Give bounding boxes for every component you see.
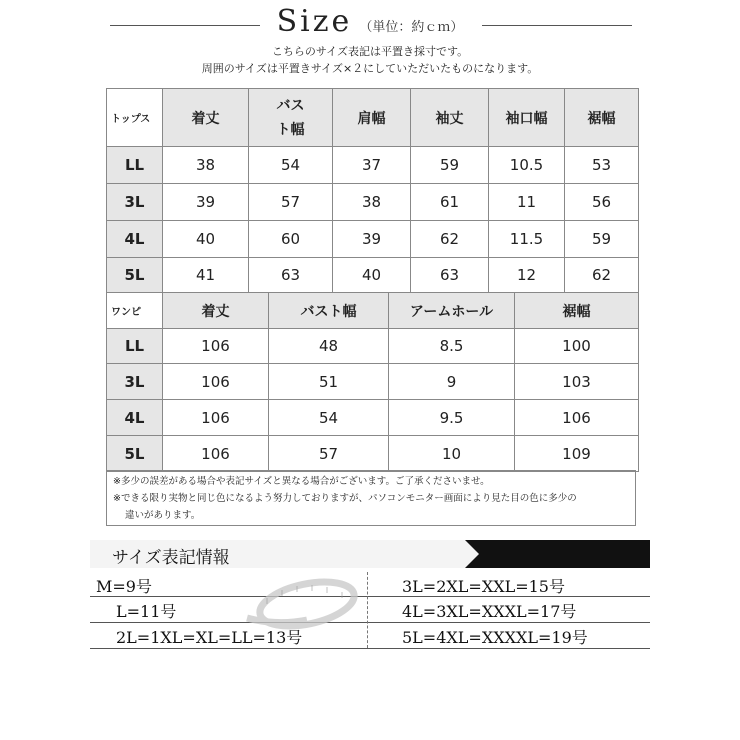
info-row-line — [90, 648, 650, 649]
onepiece-cell: 109 — [515, 436, 639, 472]
tops-row — [107, 184, 639, 221]
tops-cell: 59 — [565, 221, 639, 258]
info-title: サイズ表記情報 — [112, 548, 230, 568]
onepiece-col-header: アームホール — [389, 293, 515, 329]
onepiece-cell: 8.5 — [389, 329, 515, 364]
onepiece-cell: 106 — [515, 400, 639, 436]
tops-cell: 60 — [249, 221, 333, 258]
footnote-box — [106, 470, 636, 526]
onepiece-cell: 106 — [163, 436, 269, 472]
tops-cell: 63 — [249, 258, 333, 293]
footnote-color: ※できる限り実物と同じ色になるよう努力しておりますが、パソコンモニター画面により見た目の色に多少の — [113, 493, 577, 504]
size-equivalence: L=11号 — [116, 602, 177, 621]
onepiece-size-table — [106, 292, 639, 472]
tops-col-header-text: バスト幅 — [276, 97, 305, 138]
tops-cell: 54 — [249, 147, 333, 184]
size-label: 5L — [107, 258, 163, 293]
size-equivalence: 4L=3XL=XXXL=17号 — [402, 602, 577, 621]
size-equivalence: 3L=2XL=XXL=15号 — [402, 577, 565, 596]
tops-cell: 40 — [333, 258, 411, 293]
onepiece-cell: 51 — [269, 364, 389, 400]
page-title: Size — [276, 4, 353, 39]
info-divider — [367, 572, 368, 648]
tops-col-header: 袖口幅 — [489, 89, 565, 147]
tops-row — [107, 258, 639, 293]
size-label: 4L — [107, 221, 163, 258]
size-label: 3L — [107, 184, 163, 221]
info-header-arrow — [465, 540, 479, 568]
tops-cell: 57 — [249, 184, 333, 221]
tops-cell: 11 — [489, 184, 565, 221]
info-row-line — [90, 622, 650, 623]
size-label: 3L — [107, 364, 163, 400]
tops-cell: 62 — [411, 221, 489, 258]
size-label: LL — [107, 329, 163, 364]
onepiece-col-header: 着丈 — [163, 293, 269, 329]
tops-cell: 12 — [489, 258, 565, 293]
tops-header-row — [107, 89, 639, 147]
tops-cell: 38 — [333, 184, 411, 221]
tops-cell: 63 — [411, 258, 489, 293]
tops-label: トップス — [107, 89, 163, 147]
size-equivalence: M=9号 — [96, 577, 152, 596]
onepiece-cell: 9 — [389, 364, 515, 400]
info-row-line — [90, 596, 650, 597]
tops-col-header: 肩幅 — [333, 89, 411, 147]
tops-cell: 39 — [163, 184, 249, 221]
onepiece-col-header: バスト幅 — [269, 293, 389, 329]
tops-cell: 37 — [333, 147, 411, 184]
tops-col-header: 袖丈 — [411, 89, 489, 147]
measurement-note: こちらのサイズ表記は平置き採寸です。 — [271, 45, 469, 58]
onepiece-row — [107, 364, 639, 400]
size-notation-info — [90, 540, 650, 650]
tops-col-header: 着丈 — [163, 89, 249, 147]
tops-col-header — [249, 89, 333, 147]
onepiece-cell: 106 — [163, 364, 269, 400]
circumference-note: 周囲のサイズは平置きサイズ×２にしていただいたものになります。 — [201, 62, 539, 75]
onepiece-cell: 103 — [515, 364, 639, 400]
onepiece-cell: 9.5 — [389, 400, 515, 436]
tops-cell: 61 — [411, 184, 489, 221]
onepiece-cell: 57 — [269, 436, 389, 472]
tops-cell: 39 — [333, 221, 411, 258]
measuring-tape-icon — [237, 574, 367, 634]
tops-col-header: 裾幅 — [565, 89, 639, 147]
size-equivalence: 2L=1XL=XL=LL=13号 — [116, 628, 303, 647]
tops-row — [107, 221, 639, 258]
tops-cell: 53 — [565, 147, 639, 184]
title-wrap — [0, 4, 740, 39]
onepiece-row — [107, 436, 639, 472]
onepiece-cell: 106 — [163, 400, 269, 436]
tops-row — [107, 147, 639, 184]
onepiece-col-header: 裾幅 — [515, 293, 639, 329]
tops-cell: 38 — [163, 147, 249, 184]
onepiece-row — [107, 400, 639, 436]
onepiece-cell: 48 — [269, 329, 389, 364]
unit-label: （単位：約ｃｍ） — [359, 20, 464, 35]
onepiece-header-row — [107, 293, 639, 329]
onepiece-row — [107, 329, 639, 364]
tops-cell: 41 — [163, 258, 249, 293]
tops-cell: 10.5 — [489, 147, 565, 184]
tops-size-table — [106, 88, 639, 293]
size-label: 4L — [107, 400, 163, 436]
onepiece-label: ワンピ — [107, 293, 163, 329]
tops-cell: 56 — [565, 184, 639, 221]
tops-cell: 59 — [411, 147, 489, 184]
tops-cell: 62 — [565, 258, 639, 293]
size-label: LL — [107, 147, 163, 184]
size-header — [0, 0, 740, 80]
onepiece-cell: 106 — [163, 329, 269, 364]
size-label: 5L — [107, 436, 163, 472]
footnote-error: ※多少の誤差がある場合や表記サイズと異なる場合がございます。ご了承くださいませ。 — [113, 476, 490, 487]
onepiece-cell: 54 — [269, 400, 389, 436]
onepiece-cell: 100 — [515, 329, 639, 364]
tops-cell: 11.5 — [489, 221, 565, 258]
footnote-color-cont: 違いがあります。 — [125, 510, 201, 521]
size-equivalence: 5L=4XL=XXXXL=19号 — [402, 628, 588, 647]
onepiece-cell: 10 — [389, 436, 515, 472]
tops-cell: 40 — [163, 221, 249, 258]
